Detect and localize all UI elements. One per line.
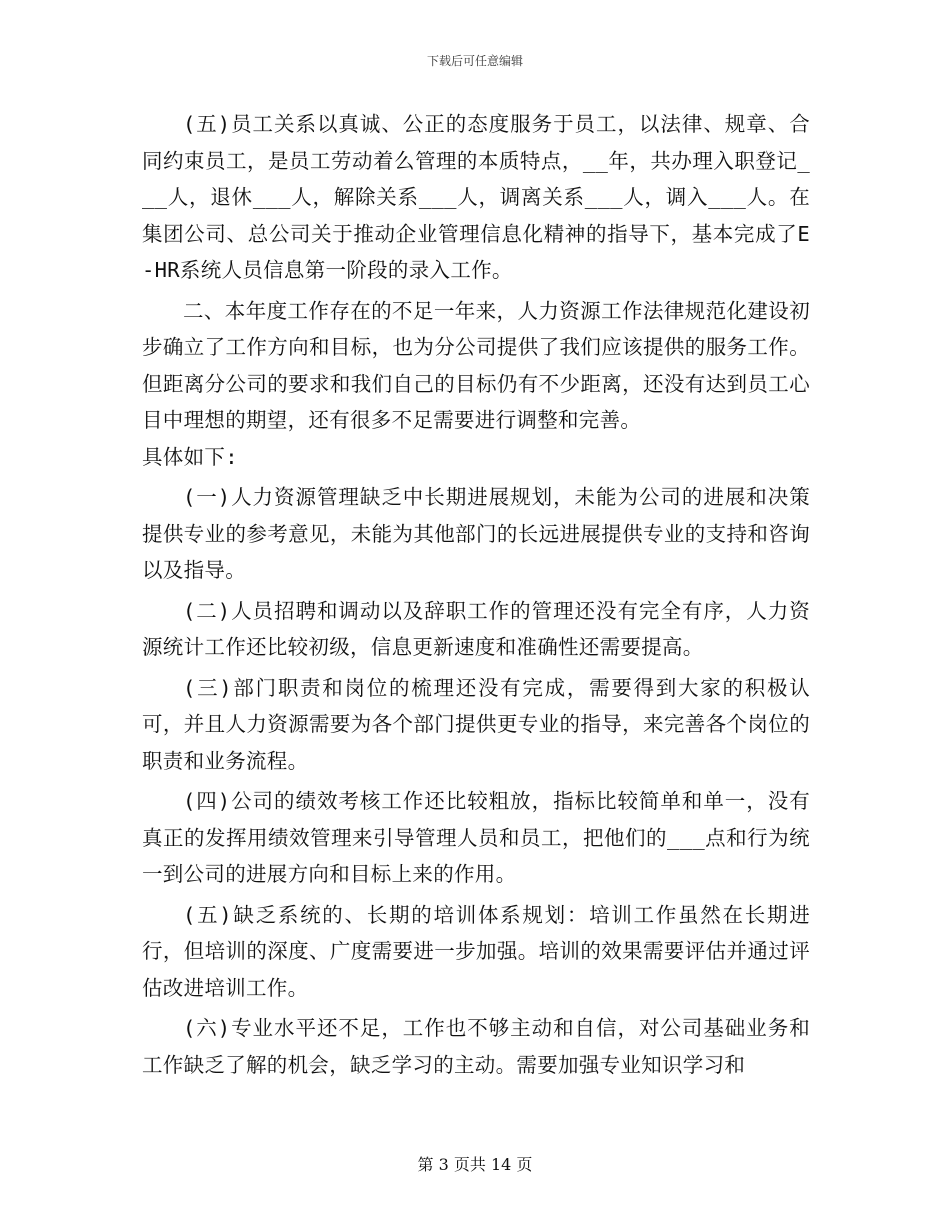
paragraph-item-5: (五)缺乏系统的、长期的培训体系规划：培训工作虽然在长期进行，但培训的深度、广度需要进一步加强。培训的效果需要评估并通过评估改进培训工作。 (142, 902, 810, 1000)
paragraph-item-3: (三)部门职责和岗位的梳理还没有完成，需要得到大家的积极认可，并且人力资源需要为各个部门提供更专业的指导，来完善各个岗位的职责和业务流程。 (142, 675, 810, 773)
paragraph-item-4: (四)公司的绩效考核工作还比较粗放，指标比较简单和单一，没有真正的发挥用绩效管理来引导管理人员和员工，把他们的___点和行为统一到公司的进展方向和目标上来的作用。 (142, 789, 810, 886)
paragraph-item-2: (二)人员招聘和调动以及辞职工作的管理还没有完全有序，人力资源统计工作还比较初级，信息更新速度和准确性还需要提高。 (142, 598, 810, 659)
page-number: 第 3 页共 14 页 (417, 1155, 533, 1174)
document-body (142, 106, 810, 1083)
page-header: 下载后可任意编辑 (426, 54, 523, 68)
paragraph-shortcomings-intro: 二、本年度工作存在的不足一年来，人力资源工作法律规范化建设初步确立了工作方向和目标，也为分公司提供了我们应该提供的服务工作。但距离分公司的要求和我们自己的目标仍有不少距离，还没有达到员工心目中理想的期望，还有很多不足需要进行调整和完善。 (142, 298, 810, 432)
paragraph-employee-relations: (五)员工关系以真诚、公正的态度服务于员工，以法律、规章、合同约束员工，是员工劳动着么管理的本质特点，__年，共办理入职登记___人，退休___人，解除关系___人，调离关系___人，调入___人。在集团公司、总公司关于推动企业管理信息化精神的指导下，基本完成了E-HR系统人员信息第一阶段的录入工作。 (142, 112, 810, 282)
paragraph-item-6: (六)专业水平还不足，工作也不够主动和自信，对公司基础业务和工作缺乏了解的机会，缺乏学习的主动。需要加强专业知识学习和 (142, 1016, 810, 1077)
paragraph-details-lead: 具体如下: (142, 444, 238, 469)
paragraph-item-1: (一)人力资源管理缺乏中长期进展规划，未能为公司的进展和决策提供专业的参考意见，未能为其他部门的长远进展提供专业的支持和咨询以及指导。 (142, 485, 810, 582)
